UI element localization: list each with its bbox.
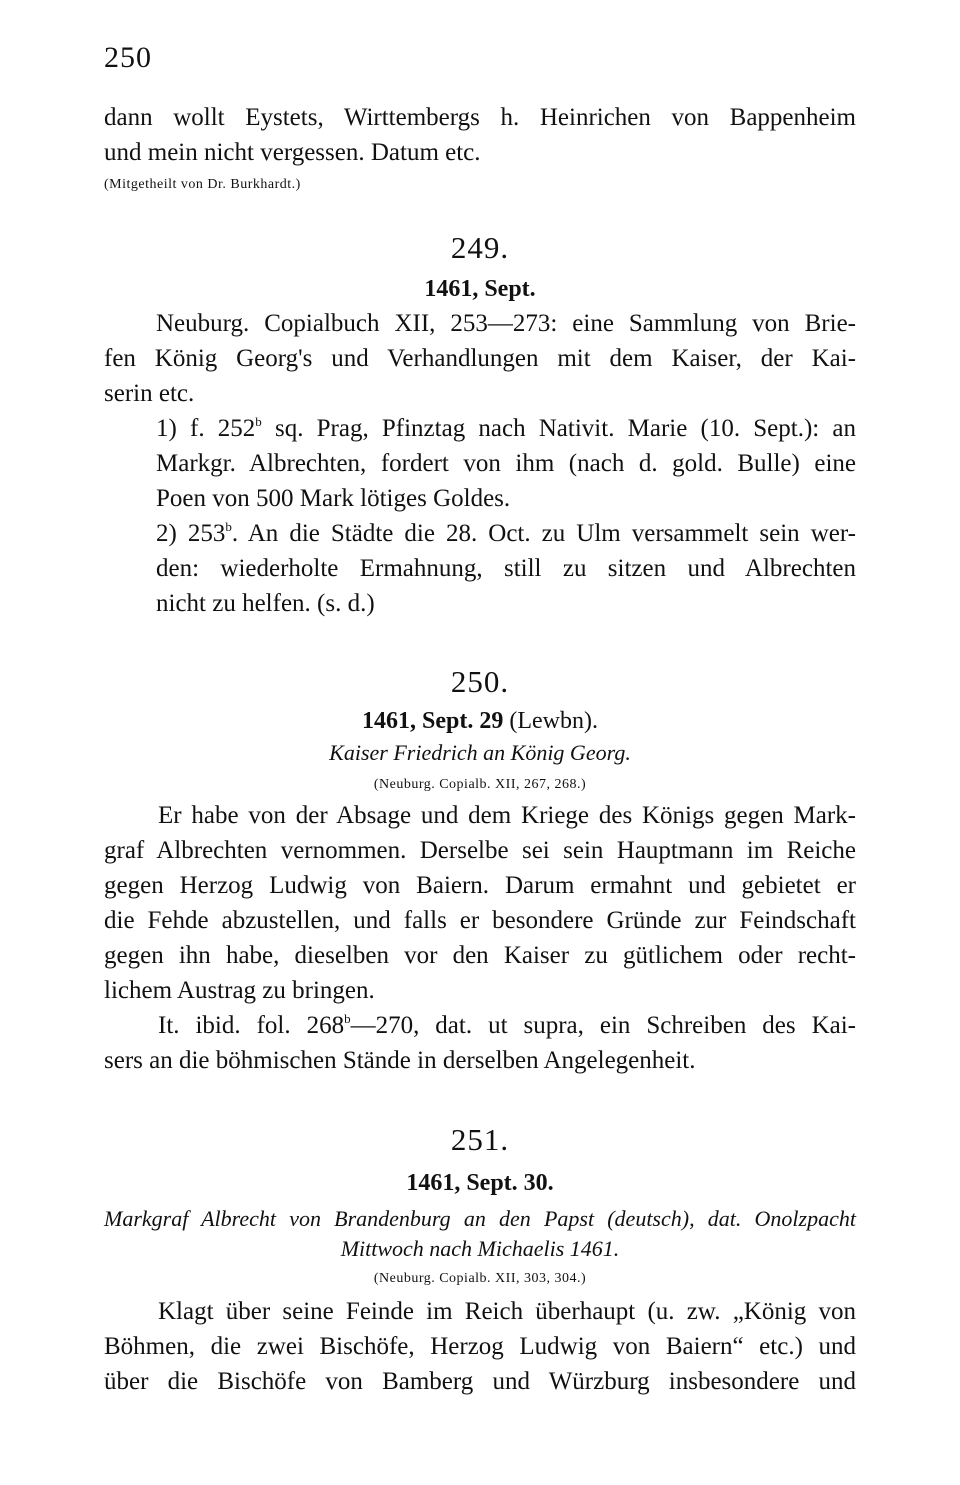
entry-date [104,704,856,738]
text-line: Neuburg. Copialbuch XII, 253—273: eine Sammlung von Brie- [156,310,856,337]
text-line: Poen von 500 Mark lötiges Goldes. [156,485,511,512]
page-number: 250 [104,41,152,74]
text-line: sers an die böhmischen Stände in derselben Angelegenheit. [104,1047,696,1074]
date-place: (Lewbn). [503,708,598,734]
text-line: Böhmen, die zwei Bischöfe, Herzog Ludwig von Baiern“ etc.) und [104,1333,856,1360]
text-line: fen König Georg's und Verhandlungen mit dem Kaiser, der Kai- [104,345,856,372]
text-line: Markgr. Albrechten, fordert von ihm (nach d. gold. Bulle) eine [156,450,856,477]
note-text: —270, dat. ut supra, ein Schreiben des Kai- [350,1012,857,1039]
entry-number: 250. [450,664,510,699]
entry-number: 251. [450,1122,510,1157]
note-line [104,1008,856,1043]
text-line: die Fehde abzustellen, und falls er besondere Gründe zur Feindschaft [104,907,856,934]
entry-title-line: Markgraf Albrecht von Brandenburg an den Papst (deutsch), dat. Onolzpacht [104,1206,856,1231]
text-line: graf Albrechten vernommen. Derselbe sei sein Hauptmann im Reiche [104,837,856,864]
item-text: sq. Prag, Pfinztag nach Nativit. Marie (10. Sept.): an [261,415,857,442]
list-item-2 [104,516,856,551]
text-line: gegen ihn habe, dieselben vor den Kaiser zu gütlichem oder recht- [104,942,856,969]
list-item-1 [104,411,856,446]
entry-date: 1461, Sept. 30. [406,1170,554,1196]
text-line: dann wollt Eystets, Wirttembergs h. Heinrichen von Bappenheim [104,104,856,131]
date-bold: 1461, Sept. 29 [362,708,504,734]
item-lead: 2) 253 [156,520,226,547]
carry-over-text [104,100,856,196]
source-note: (Neuburg. Copialb. XII, 303, 304.) [373,1271,587,1286]
entry-250 [104,662,856,1078]
text-line: über die Bischöfe von Bamberg und Würzburg insbesondere und [104,1368,856,1395]
entry-title-line: Mittwoch nach Michaelis 1461. [340,1236,620,1261]
entry-249 [104,228,856,621]
superscript: b [255,414,262,429]
entry-number: 249. [450,230,510,265]
text-line: den: wiederholte Ermahnung, still zu sitzen und Albrechten [156,555,856,582]
item-lead: 1) f. 252 [156,415,256,442]
text-line: lichem Austrag zu bringen. [104,977,375,1004]
entry-date: 1461, Sept. [424,276,536,302]
superscript: b [225,519,232,534]
item-text: . An die Städte die 28. Oct. zu Ulm versammelt sein wer- [231,520,856,547]
text-line: Klagt über seine Feinde im Reich überhaupt (u. zw. „König von [158,1298,856,1325]
text-line: Er habe von der Absage und dem Kriege des Königs gegen Mark- [158,802,856,829]
text-line: serin etc. [104,380,195,407]
entry-251 [104,1120,856,1399]
source-note: (Neuburg. Copialb. XII, 267, 268.) [373,777,587,792]
source-note: (Mitgetheilt von Dr. Burkhardt.) [104,177,301,192]
text-line: gegen Herzog Ludwig von Baiern. Darum ermahnt und gebietet er [104,872,856,899]
note-lead: It. ibid. fol. 268 [158,1012,345,1039]
text-line: und mein nicht vergessen. Datum etc. [104,139,481,166]
text-line: nicht zu helfen. (s. d.) [156,590,375,617]
superscript: b [344,1011,351,1026]
entry-title: Kaiser Friedrich an König Georg. [329,740,631,765]
